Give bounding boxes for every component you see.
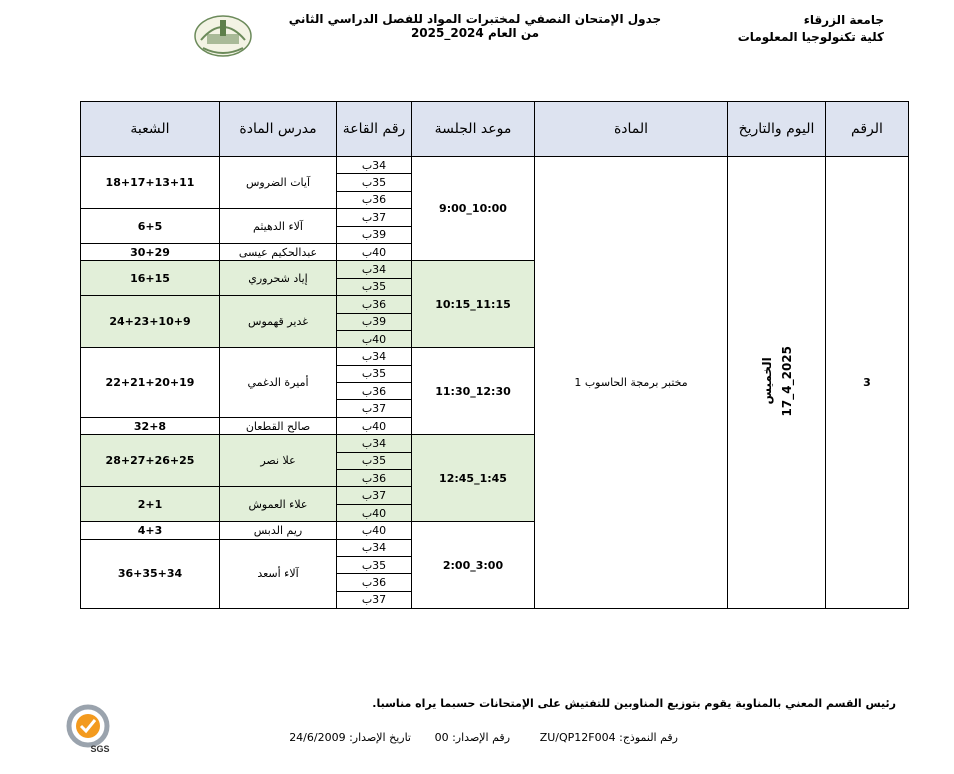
distribution-note: رئيس القسم المعني بالمناوبة يقوم بتوزيع المناوبين للتفتيش على الإمتحانات حسبما يراه مناسبا.	[372, 697, 896, 710]
room-cell: 40ب	[337, 504, 412, 521]
section-cell: 22+21+20+19	[81, 348, 220, 418]
section-cell: 36+35+34	[81, 539, 220, 609]
room-cell: 40ب	[337, 330, 412, 347]
release-date-value: 24/6/2009	[289, 731, 346, 744]
university-logo	[193, 10, 253, 58]
room-cell: 34ب	[337, 539, 412, 556]
room-cell: 36ب	[337, 574, 412, 591]
form-number-value: ZU/QP12F004	[539, 731, 616, 744]
room-cell: 35ب	[337, 278, 412, 295]
sgs-text: SGS	[90, 744, 110, 754]
room-cell: 37ب	[337, 209, 412, 226]
form-number-label: رقم النموذج:	[619, 731, 678, 744]
session-time: 11:15_10:15	[412, 261, 535, 348]
room-cell: 34ب	[337, 348, 412, 365]
faculty-name: كلية تكنولوجيا المعلومات	[737, 30, 884, 44]
section-cell: 4+3	[81, 522, 220, 539]
form-number	[540, 731, 678, 744]
room-cell: 40ب	[337, 417, 412, 434]
university-header	[738, 12, 884, 46]
room-cell: 34ب	[337, 435, 412, 452]
exam-schedule-table	[80, 101, 909, 609]
room-cell: 35ب	[337, 174, 412, 191]
course-name: مختبر برمجة الحاسوب 1	[535, 157, 728, 609]
session-time: 1:45_12:45	[412, 435, 535, 522]
teacher-name: ريم الدبس	[220, 522, 337, 539]
day-name: الخميس	[759, 357, 774, 405]
session-time: 12:30_11:30	[412, 348, 535, 435]
room-cell: 35ب	[337, 556, 412, 573]
room-cell: 34ب	[337, 157, 412, 174]
section-cell: 30+29	[81, 243, 220, 260]
session-time: 10:00_9:00	[412, 157, 535, 261]
header-time: موعد الجلسة	[412, 102, 535, 157]
header-section: الشعبة	[81, 102, 220, 157]
day-date-cell	[728, 157, 826, 609]
room-cell: 35ب	[337, 365, 412, 382]
teacher-name: إياد شحروري	[220, 261, 337, 296]
room-cell: 37ب	[337, 591, 412, 608]
release-number-label: رقم الإصدار:	[452, 731, 510, 744]
header-num: الرقم	[826, 102, 909, 157]
teacher-name: آلاء أسعد	[220, 539, 337, 609]
room-cell: 40ب	[337, 522, 412, 539]
release-number	[435, 731, 510, 744]
teacher-name: علا نصر	[220, 435, 337, 487]
day-date: 2025_4_17	[779, 345, 794, 417]
teacher-name: عبدالحكيم عيسى	[220, 243, 337, 260]
header-room: رقم القاعة	[337, 102, 412, 157]
room-cell: 36ب	[337, 470, 412, 487]
header-course: المادة	[535, 102, 728, 157]
room-cell: 36ب	[337, 383, 412, 400]
section-cell: 24+23+10+9	[81, 296, 220, 348]
section-cell: 2+1	[81, 487, 220, 522]
section-cell: 18+17+13+11	[81, 157, 220, 209]
header-day: اليوم والتاريخ	[728, 102, 826, 157]
release-date-label: تاريخ الإصدار:	[349, 731, 411, 744]
page-title: جدول الإمتحان النصفي لمختبرات المواد للفصل الدراسي الثاني من العام 2024_2025	[288, 12, 662, 40]
session-time: 3:00_2:00	[412, 522, 535, 609]
room-cell: 34ب	[337, 261, 412, 278]
table-header-row	[81, 102, 909, 157]
room-cell: 35ب	[337, 452, 412, 469]
teacher-name: علاء العموش	[220, 487, 337, 522]
header-teacher: مدرس المادة	[220, 102, 337, 157]
sgs-certification-logo	[62, 702, 114, 754]
room-cell: 37ب	[337, 400, 412, 417]
teacher-name: آيات الضروس	[220, 157, 337, 209]
room-cell: 39ب	[337, 226, 412, 243]
section-cell: 28+27+26+25	[81, 435, 220, 487]
teacher-name: أميرة الدغمي	[220, 348, 337, 418]
section-cell: 32+8	[81, 417, 220, 434]
teacher-name: آلاء الدهيثم	[220, 209, 337, 244]
university-name: جامعة الزرقاء	[803, 13, 884, 27]
table-row	[81, 157, 909, 174]
teacher-name: صالح القطعان	[220, 417, 337, 434]
row-number: 3	[826, 157, 909, 609]
section-cell: 16+15	[81, 261, 220, 296]
release-number-value: 00	[434, 731, 449, 744]
room-cell: 39ب	[337, 313, 412, 330]
room-cell: 36ب	[337, 191, 412, 208]
room-cell: 37ب	[337, 487, 412, 504]
section-cell: 6+5	[81, 209, 220, 244]
room-cell: 36ب	[337, 296, 412, 313]
release-date	[289, 731, 411, 744]
teacher-name: غدير قهموس	[220, 296, 337, 348]
room-cell: 40ب	[337, 243, 412, 260]
